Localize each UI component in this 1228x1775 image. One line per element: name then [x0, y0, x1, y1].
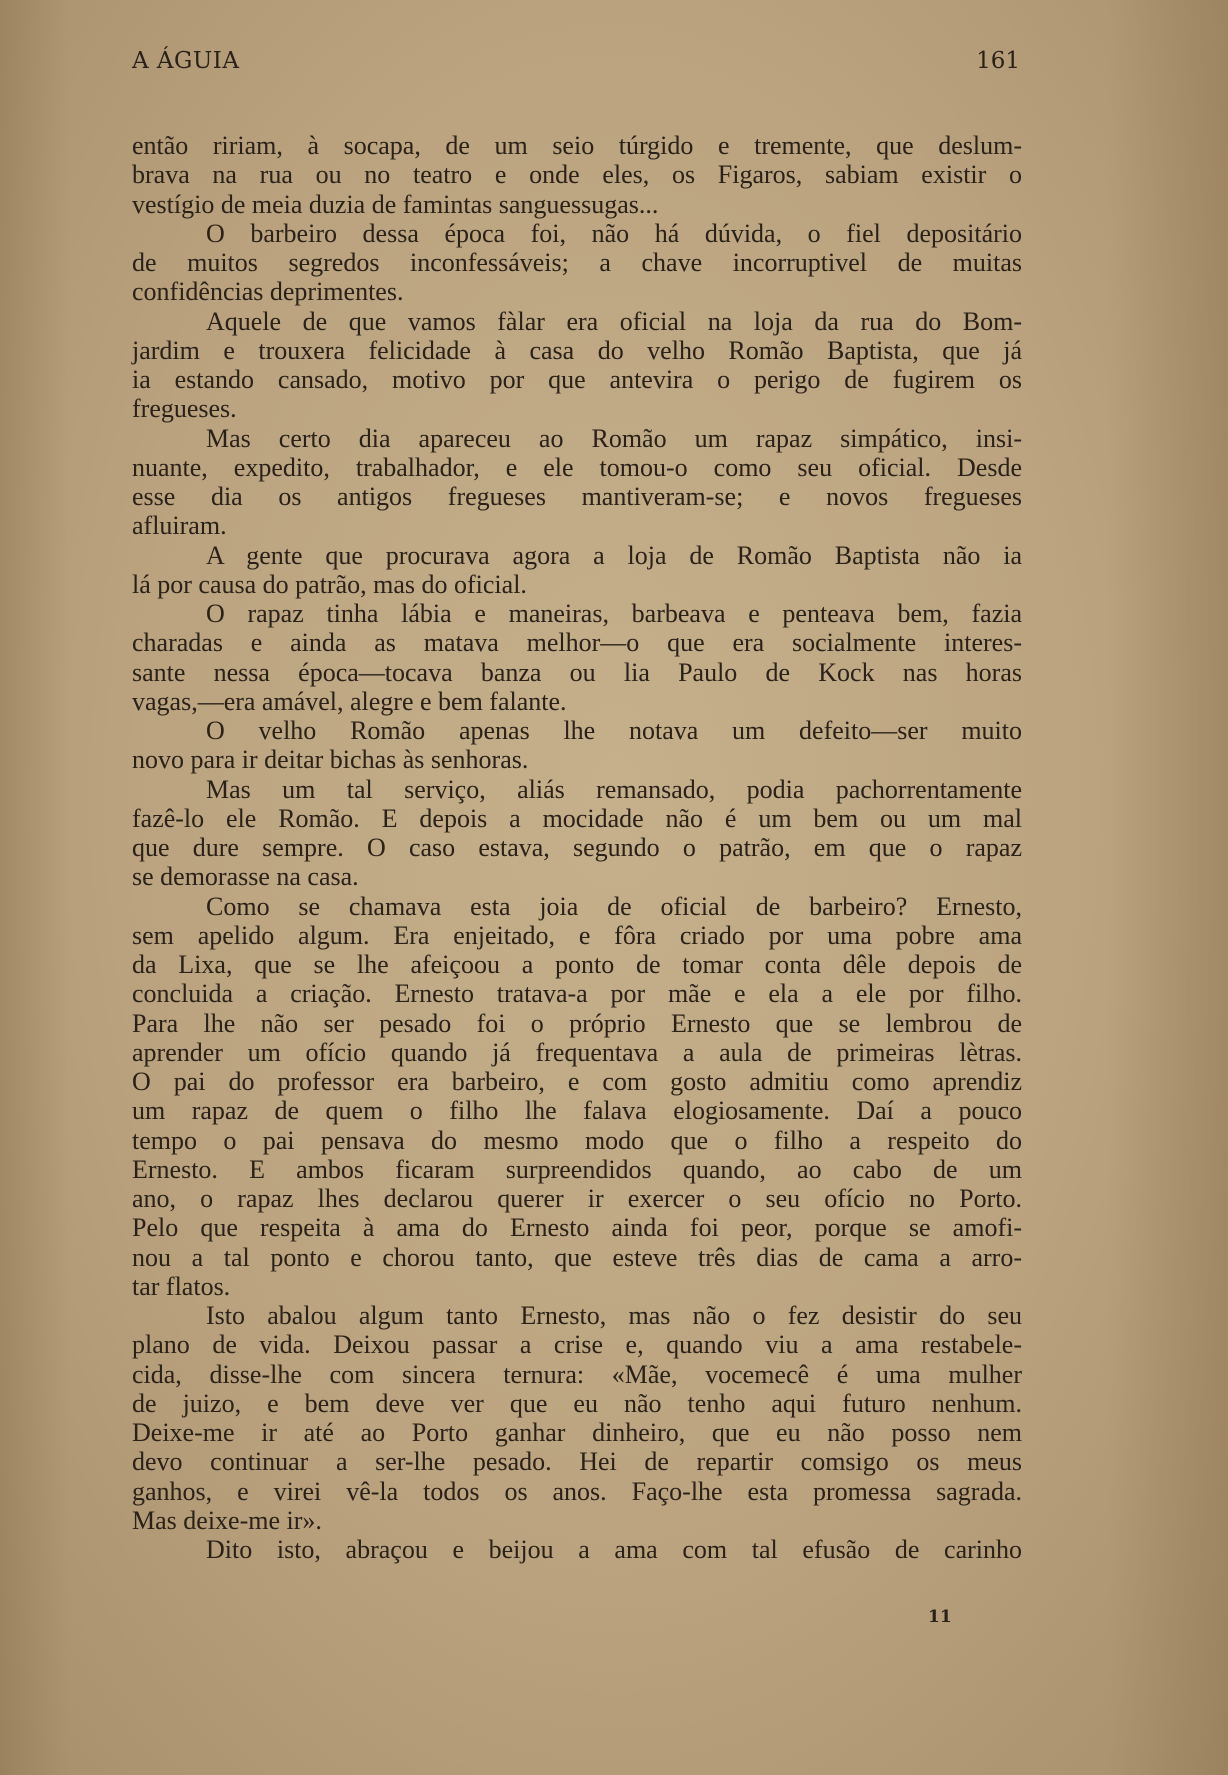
- text-line: vagas,—era amável, alegre e bem falante.: [132, 686, 567, 716]
- text-line: se demorasse na casa.: [132, 862, 359, 892]
- text-line: concluida a criação. Ernesto tratava-a por mãe e ela a ele por filho.: [132, 979, 1022, 1009]
- text-line: ano, o rapaz lhes declarou querer ir exercer o seu ofício no Porto.: [132, 1184, 1022, 1213]
- text-line: charadas e ainda as matava melhor—o que era socialmente interes-: [132, 628, 1022, 658]
- text-line: Como se chamava esta joia de oficial de barbeiro? Ernesto,: [206, 891, 1022, 921]
- text-line: plano de vida. Deixou passar a crise e, quando viu a ama restabele-: [132, 1330, 1022, 1360]
- text-line: Dito isto, abraçou e beijou a ama com tal efusão de carinho: [206, 1535, 1022, 1564]
- text-line: Pelo que respeita à ama do Ernesto ainda foi peor, porque se amofi-: [132, 1213, 1022, 1243]
- text-line: O barbeiro dessa época foi, não há dúvida, o fiel depositário: [206, 218, 1022, 248]
- text-line: um rapaz de quem o filho lhe falava elogiosamente. Daí a pouco: [132, 1096, 1022, 1126]
- text-line: confidências deprimentes.: [132, 277, 404, 307]
- text-line: Mas deixe-me ir».: [132, 1505, 322, 1535]
- body-text: [132, 131, 1022, 1564]
- text-line: novo para ir deitar bichas às senhoras.: [132, 745, 529, 775]
- text-line: então ririam, à socapa, de um seio túrgido e tremente, que deslum-: [132, 131, 1022, 160]
- text-line: ganhos, e virei vê-la todos os anos. Faço-lhe esta promessa sagrada.: [132, 1476, 1022, 1506]
- text-line: de muitos segredos inconfessáveis; a chave incorruptivel de muitas: [132, 248, 1022, 277]
- text-line: O velho Romão apenas lhe notava um defeito—ser muito: [206, 716, 1022, 745]
- text-line: devo continuar a ser-lhe pesado. Hei de repartir comsigo os meus: [132, 1447, 1022, 1477]
- page-edge-shading: [0, 0, 70, 1775]
- text-line: Para lhe não ser pesado foi o próprio Ernesto que se lembrou de: [132, 1008, 1022, 1038]
- text-line: cida, disse-lhe com sincera ternura: «Mãe, vocemecê é uma mulher: [132, 1359, 1022, 1389]
- text-line: Mas certo dia apareceu ao Romão um rapaz simpático, insi-: [206, 423, 1022, 453]
- text-line: Aquele de que vamos fàlar era oficial na loja da rua do Bom-: [206, 306, 1022, 336]
- text-line: ia estando cansado, motivo por que antevira o perigo de fugirem os: [132, 365, 1022, 394]
- spine-shading: [1108, 0, 1228, 1775]
- text-line: aprender um ofício quando já frequentava a aula de primeiras lètras.: [132, 1037, 1022, 1067]
- page-number: 161: [976, 48, 1020, 74]
- text-line: sem apelido algum. Era enjeitado, e fôra criado por uma pobre ama: [132, 920, 1022, 950]
- text-line: tar flatos.: [132, 1271, 231, 1301]
- text-line: vestígio de meia duzia de famintas sanguessugas...: [132, 189, 659, 219]
- text-line: jardim e trouxera felicidade à casa do velho Romão Baptista, que já: [132, 335, 1022, 365]
- text-line: O pai do professor era barbeiro, e com gosto admitiu como aprendiz: [132, 1067, 1022, 1096]
- text-line: Deixe-me ir até ao Porto ganhar dinheiro, que eu não posso nem: [132, 1418, 1022, 1447]
- text-line: fazê-lo ele Romão. E depois a mocidade não é um bem ou um mal: [132, 803, 1022, 833]
- text-line: de juizo, e bem deve ver que eu não tenho aqui futuro nenhum.: [132, 1388, 1022, 1418]
- running-head: [132, 48, 1020, 82]
- text-line: que dure sempre. O caso estava, segundo o patrão, em que o rapaz: [132, 833, 1022, 862]
- text-line: nuante, expedito, trabalhador, e ele tomou-o como seu oficial. Desde: [132, 452, 1022, 482]
- text-line: lá por causa do patrão, mas do oficial.: [132, 569, 527, 599]
- text-line: brava na rua ou no teatro e onde eles, os Figaros, sabiam existir o: [132, 160, 1022, 190]
- running-title: A ÁGUIA: [132, 48, 240, 74]
- text-line: sante nessa época—tocava banza ou lia Paulo de Kock nas horas: [132, 657, 1022, 687]
- text-line: da Lixa, que se lhe afeiçoou a ponto de tomar conta dêle depois de: [132, 950, 1022, 979]
- text-line: O rapaz tinha lábia e maneiras, barbeava e penteava bem, fazia: [206, 599, 1022, 628]
- text-line: Isto abalou algum tanto Ernesto, mas não o fez desistir do seu: [206, 1301, 1022, 1330]
- text-line: afluiram.: [132, 511, 227, 541]
- text-line: esse dia os antigos fregueses mantiveram-se; e novos fregueses: [132, 482, 1022, 511]
- text-line: Mas um tal serviço, aliás remansado, podia pachorrentamente: [206, 774, 1022, 804]
- text-line: tempo o pai pensava do mesmo modo que o filho a respeito do: [132, 1125, 1022, 1155]
- text-line: nou a tal ponto e chorou tanto, que esteve três dias de cama a arro-: [132, 1242, 1022, 1272]
- text-line: fregueses.: [132, 394, 237, 424]
- signature-mark: 11: [928, 1607, 952, 1627]
- text-line: A gente que procurava agora a loja de Romão Baptista não ia: [206, 540, 1022, 570]
- text-line: Ernesto. E ambos ficaram surpreendidos quando, ao cabo de um: [132, 1154, 1022, 1184]
